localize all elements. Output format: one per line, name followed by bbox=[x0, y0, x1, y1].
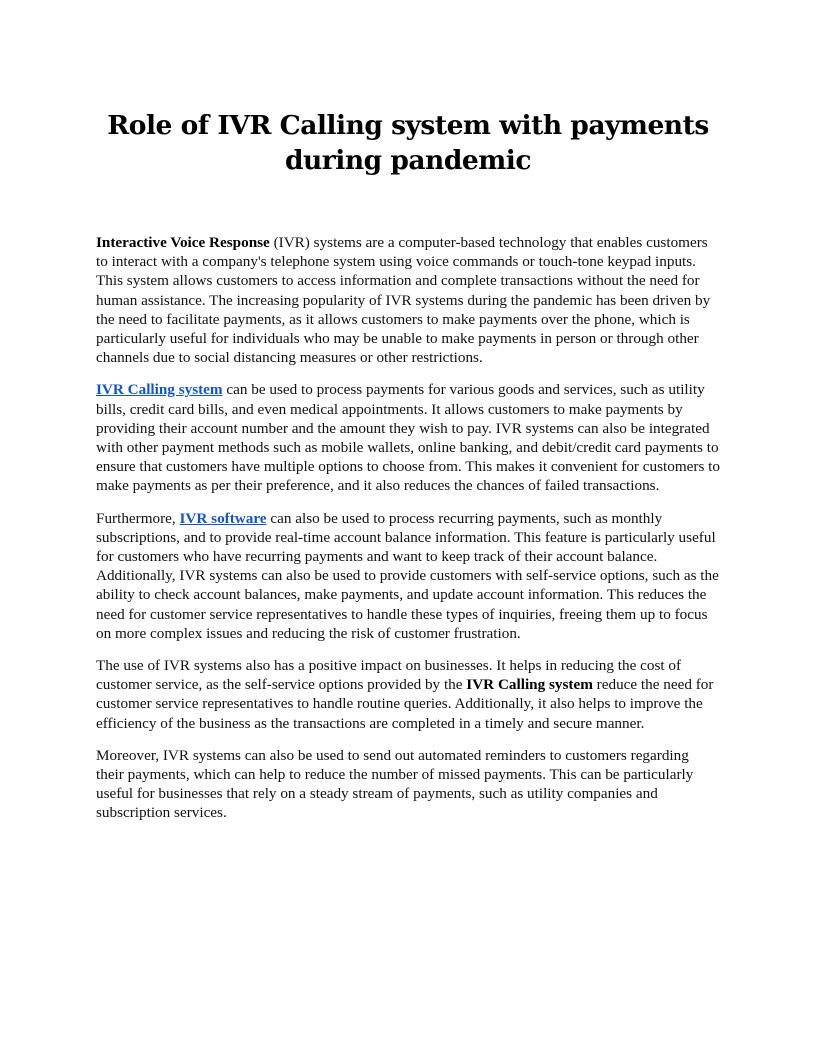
title-line-2: during pandemic bbox=[285, 145, 531, 176]
ivr-software-link[interactable]: IVR software bbox=[179, 509, 267, 527]
bold-term: IVR Calling system bbox=[466, 676, 593, 694]
paragraph-5-text: Moreover, IVR systems can also be used to send out automated reminders to customers regarding their payments, which can help to reduce the number of missed payments. This can be particularly useful for businesses that rely on a steady stream of payments, such as utility companies and subscription services. bbox=[96, 746, 694, 822]
paragraph-3 bbox=[96, 509, 720, 643]
paragraph-2-text: can be used to process payments for various goods and services, such as utility bills, credit card bills, and even medical appointments. It allows customers to make payments by providing their account number and the amount they wish to pay. IVR systems can also be integrated with other payment methods such as mobile wallets, online banking, and debit/credit card payments to ensure that customers have multiple options to choose from. This makes it convenient for customers to make payments as per their preference, and it also reduces the chances of failed transactions. bbox=[96, 381, 720, 495]
ivr-calling-system-link[interactable]: IVR Calling system bbox=[96, 381, 223, 399]
paragraph-1 bbox=[96, 233, 720, 367]
paragraph-4-text-2: reduce the need for customer service representatives to handle routine queries. Additionally, it also helps to improve the efficiency of the business as the transactions are completed in a timely and secure manner. bbox=[96, 676, 714, 732]
paragraph-3-text: can also be used to process recurring payments, such as monthly subscriptions, and to provide real-time account balance information. This feature is particularly useful for customers who have recurring payments and want to keep track of their account balance. Additionally, IVR systems can also be used to provide customers with self-service options, such as the ability to check account balances, make payments, and update account information. This reduces the need for customer service representatives to handle these types of inquiries, freeing them up to focus on more complex issues and reducing the risk of customer frustration. bbox=[96, 509, 719, 642]
paragraph-4 bbox=[96, 656, 720, 733]
bold-term: Interactive Voice Response bbox=[96, 234, 270, 251]
paragraph-3-lead: Furthermore, bbox=[96, 509, 180, 527]
paragraph-5 bbox=[96, 746, 720, 823]
paragraph-1-text: (IVR) systems are a computer-based technology that enables customers to interact with a company's telephone system using voice commands or touch-tone keypad inputs. This system allows customers to access information and complete transactions without the need for human assistance. The increasing popularity of IVR systems during the pandemic has been driven by the need to facilitate payments, as it allows customers to make payments over the phone, which is particularly useful for individuals who may be unable to make payments in person or through other channels due to social distancing measures or other restrictions. bbox=[96, 234, 711, 367]
paragraph-4-text-1: The use of IVR systems also has a positive impact on businesses. It helps in reducing the cost of customer service, as the self-service options provided by the bbox=[96, 657, 682, 694]
paragraph-2 bbox=[96, 380, 720, 495]
page-title bbox=[96, 108, 720, 178]
title-line-1: Role of IVR Calling system with payments bbox=[107, 110, 709, 141]
